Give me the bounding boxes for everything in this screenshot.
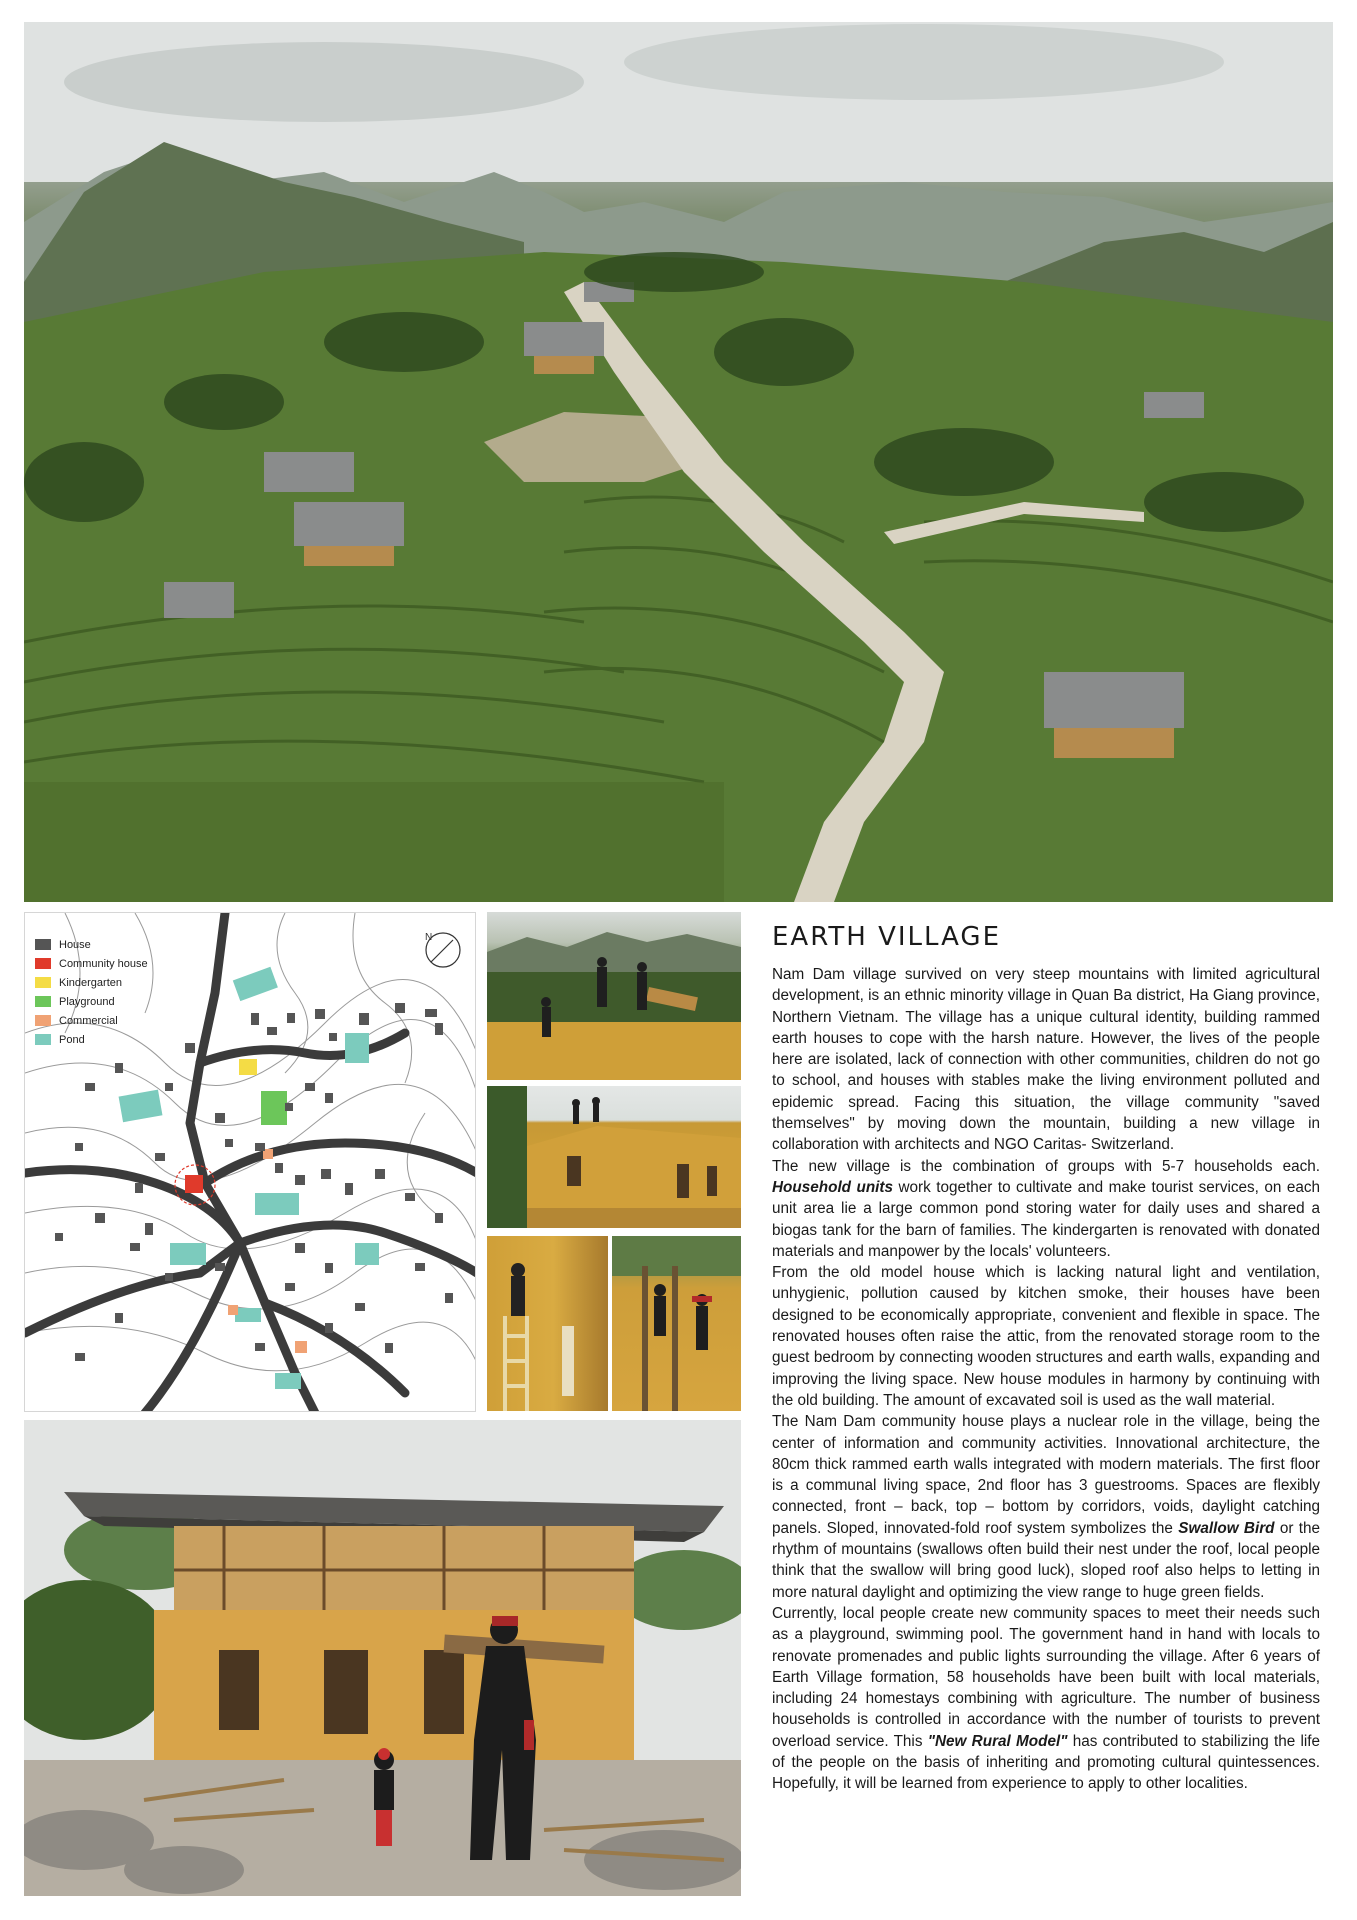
legend-swatch xyxy=(35,977,51,988)
legend-swatch xyxy=(35,1034,51,1045)
legend-swatch xyxy=(35,1015,51,1026)
legend-swatch xyxy=(35,996,51,1007)
paragraph-text: or the rhythm of mountains (swallows often build their nest under the roof, local people think that the swallow will bring good luck), sloped roof also helps to letting in more natural daylight and optimizing the view range to huge green fields. xyxy=(772,1519,1321,1601)
paragraph-current xyxy=(772,1603,1320,1795)
paragraph-text: has contributed to stabilizing the life of the people on the basis of inheriting and promoting cultural quintessences. Hopefully, it will be learned from experience to apply to other localities. xyxy=(772,1732,1321,1793)
paragraph-community-house xyxy=(772,1411,1320,1603)
playground-marker xyxy=(261,1091,287,1125)
community-house-illustration xyxy=(24,1420,741,1896)
legend-label: Kindergarten xyxy=(59,976,122,989)
paragraph-text: The Nam Dam community house plays a nuclear role in the village, being the center of information and community activities. Innovational architecture, the 80cm thick rammed earth walls integrated with modern materials. The first floor is a communal living space, 2nd floor has 3 guestrooms. Spaces are flexibly connected, front – back, top – bottom by corridors, voids, daylight catching panels. Sloped, innovated-fold roof system symbolizes the xyxy=(772,1413,1320,1537)
legend-label: Pond xyxy=(59,1033,85,1046)
community-house-photo xyxy=(24,1420,741,1896)
article-title: EARTH VILLAGE xyxy=(772,922,1002,952)
legend-label: House xyxy=(59,938,91,951)
earth-house-illustration xyxy=(487,1086,741,1228)
ramming-team-illustration xyxy=(612,1236,741,1411)
kindergarten-marker xyxy=(239,1059,257,1075)
emphasis-new-rural-model: "New Rural Model" xyxy=(927,1732,1068,1750)
legend-label: Playground xyxy=(59,995,115,1008)
emphasis-swallow-bird: Swallow Bird xyxy=(1178,1519,1275,1537)
legend-item-kindergarten xyxy=(35,973,148,992)
legend-item-commercial xyxy=(35,1011,148,1030)
paragraph-text: The new village is the combination of groups with 5-7 households each. xyxy=(772,1157,1320,1175)
paragraph-house-model: From the old model house which is lacking natural light and ventilation, unhygienic, pollution caused by kitchen smoke, their houses have been designed to be economically appropriate, convenient and flexible in space. The renovated houses often raise the attic, from the renovated storage room to the guest bedroom by connecting wooden structures and earth walls, expanding and improving the living space. New house modules in harmony by continuing with the old building. The amount of excavated soil is used as the wall material. xyxy=(772,1264,1320,1409)
ladder-worker-illustration xyxy=(487,1236,608,1411)
legend-item-playground xyxy=(35,992,148,1011)
legend-label: Commercial xyxy=(59,1014,118,1027)
legend-item-pond xyxy=(35,1030,148,1049)
paragraph-household-units xyxy=(772,1156,1320,1262)
construction-photo-workers xyxy=(487,912,741,1080)
legend-swatch xyxy=(35,939,51,950)
construction-photo-team xyxy=(612,1236,741,1411)
north-label: N xyxy=(425,932,433,943)
community-house-marker xyxy=(185,1175,203,1193)
map-legend xyxy=(35,935,148,1049)
paragraph-intro: Nam Dam village survived on very steep mountains with limited agricultural development, is an ethnic minority village in Quan Ba district, Ha Giang province, Northern Vietnam. The village has a unique cultural identity, building rammed earth houses to cope with the harsh nature. However, the lives of the people here are isolated, lack of connection with other communities, children do not go to school, and houses with stables make the living environment polluted and epidemic spread. Facing this situation, the village community "saved themselves" by moving down the mountain, building a new village in collaboration with architects and NGO Caritas- Switzerland. xyxy=(772,966,1320,1154)
legend-item-community-house xyxy=(35,954,148,973)
construction-photo-ladder xyxy=(487,1236,608,1411)
construction-photo-house xyxy=(487,1086,741,1228)
article-column xyxy=(772,922,1320,1795)
legend-swatch xyxy=(35,958,51,969)
village-site-map xyxy=(24,912,476,1412)
construction-illustration xyxy=(487,912,741,1080)
paragraph-text: work together to cultivate and make tourist services, on each unit area lie a large common pond storing water for daily uses and shared a biogas tank for the barn of families. The kindergarten is renovated with donated materials and manpower by the locals' volunteers. xyxy=(772,1178,1321,1260)
north-arrow-icon xyxy=(423,930,463,970)
legend-item-house xyxy=(35,935,148,954)
hero-aerial-photo xyxy=(24,22,1333,902)
paragraph-text: Currently, local people create new community spaces to meet their needs such as a playground, swimming pool. The government hand in hand with locals to renovate promenades and public lights surrounding the village. After 6 years of Earth Village formation, 58 households have been built with local materials, including 24 homestays combining with agriculture. The number of business households is controlled in accordance with the number of tourists to prevent overload service. This xyxy=(772,1604,1320,1750)
emphasis-household-units: Household units xyxy=(772,1178,894,1196)
aerial-landscape-illustration xyxy=(24,22,1333,902)
legend-label: Community house xyxy=(59,957,148,970)
